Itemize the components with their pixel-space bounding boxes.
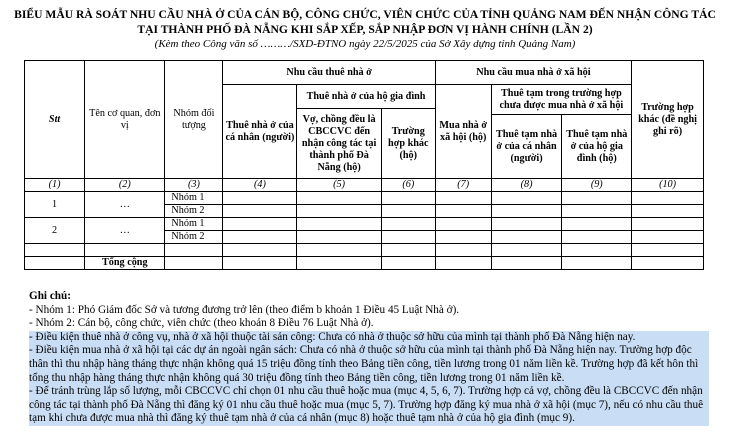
table-cell[interactable] <box>297 231 381 244</box>
table-cell[interactable] <box>223 192 297 205</box>
table-cell[interactable] <box>491 244 562 257</box>
table-cell <box>223 257 297 270</box>
column-number: (2) <box>85 179 165 192</box>
header-rent-needs: Nhu cầu thuê nhà ở <box>223 61 435 85</box>
header-temp-rent: Thuê tạm trong trường hợp chưa được mua nhà ở xã hội <box>491 85 631 115</box>
row-group: Nhóm 2 <box>165 231 223 244</box>
column-number: (7) <box>435 179 491 192</box>
table-cell[interactable] <box>435 244 491 257</box>
column-number: (6) <box>381 179 435 192</box>
header-temp-individual: Thuê tạm nhà ở của cá nhân (người) <box>491 115 562 179</box>
table-cell <box>562 257 632 270</box>
column-number: (3) <box>165 179 223 192</box>
table-cell <box>491 257 562 270</box>
header-buy-needs: Nhu cầu mua nhà ở xã hội <box>435 61 631 85</box>
column-number-row <box>25 179 704 192</box>
header-temp-household: Thuê tạm nhà ở của hộ gia đình (hộ) <box>562 115 632 179</box>
table-cell[interactable] <box>632 218 704 231</box>
table-cell[interactable] <box>435 231 491 244</box>
table-cell[interactable] <box>491 205 562 218</box>
table-cell[interactable] <box>223 218 297 231</box>
table-cell[interactable] <box>562 244 632 257</box>
note-item-highlighted: - Điều kiện mua nhà ở xã hội tại các dự án ngoài ngân sách: Chưa có nhà ở thuộc sở hữu của mình tại thành phố Đà Nẵng hiện nay. Trường hợp độc thân thì thu nhập hàng tháng thực nhận không quá 15 triệu đồng tính theo Bảng tiền công, tiền lương trong 01 năm liền kề. Trường hợp đã kết hôn thì tổng thu nhập hàng tháng thực nhận không quá 30 triệu đồng tính theo Bảng tiền công, tiền lương trong 01 năm liền kề. <box>29 344 709 385</box>
table-cell <box>381 257 435 270</box>
total-row <box>25 257 704 270</box>
notes-section <box>29 290 709 426</box>
column-number: (4) <box>223 179 297 192</box>
row-stt: 1 <box>25 192 85 218</box>
header-rent-individual: Thuê nhà ở của cá nhân (người) <box>223 85 297 179</box>
total-label: Tổng cộng <box>85 257 165 270</box>
row-agency[interactable]: … <box>85 218 165 244</box>
note-item: - Nhóm 1: Phó Giám đốc Sở và tương đương trở lên (theo điểm b khoản 1 Điều 45 Luật Nhà ở). <box>29 303 460 316</box>
header-group: Nhóm đối tượng <box>165 61 223 179</box>
note-item-highlighted: - Điều kiện thuê nhà ở công vụ, nhà ở xã hội thuộc tài sản công: Chưa có nhà ở thuộc sở hữu của mình tại thành phố Đà Nẵng hiện nay. <box>29 331 709 345</box>
column-number: (8) <box>491 179 562 192</box>
table-cell <box>165 257 223 270</box>
table-cell[interactable] <box>381 244 435 257</box>
header-rent-couple: Vợ, chồng đều là CBCCVC đến nhận công tác tại thành phố Đà Nẵng (hộ) <box>297 109 381 179</box>
table-cell[interactable] <box>562 192 632 205</box>
column-number: (9) <box>562 179 632 192</box>
row-group: Nhóm 1 <box>165 218 223 231</box>
table-cell[interactable] <box>381 192 435 205</box>
header-rent-other: Trường hợp khác (hộ) <box>381 109 435 179</box>
column-number: (5) <box>297 179 381 192</box>
table-cell[interactable] <box>165 244 223 257</box>
table-cell[interactable] <box>562 218 632 231</box>
header-agency: Tên cơ quan, đơn vị <box>85 61 165 179</box>
table-cell[interactable] <box>297 218 381 231</box>
table-cell[interactable] <box>381 218 435 231</box>
document-title-line-2: TẠI THÀNH PHỐ ĐÀ NẴNG KHI SẮP XẾP, SẮP NHẬP ĐƠN VỊ HÀNH CHÍNH (LẦN 2) <box>137 23 593 36</box>
table-cell[interactable] <box>491 231 562 244</box>
table-cell[interactable] <box>25 244 85 257</box>
table-cell[interactable] <box>381 231 435 244</box>
table-row <box>25 218 704 231</box>
table-cell <box>632 257 704 270</box>
note-item: - Nhóm 2: Cán bộ, công chức, viên chức (theo khoản 8 Điều 76 Luật Nhà ở). <box>29 317 374 330</box>
table-row <box>25 192 704 205</box>
table-cell[interactable] <box>562 231 632 244</box>
header-buy-social: Mua nhà ở xã hội (hộ) <box>435 85 491 179</box>
table-cell[interactable] <box>632 205 704 218</box>
table-cell[interactable] <box>297 244 381 257</box>
table-cell[interactable] <box>223 244 297 257</box>
table-cell[interactable] <box>297 205 381 218</box>
table-cell <box>297 257 381 270</box>
table-row-empty <box>25 244 704 257</box>
row-agency[interactable]: … <box>85 192 165 218</box>
table-cell[interactable] <box>491 192 562 205</box>
row-stt: 2 <box>25 218 85 244</box>
header-rent-household: Thuê nhà ở của hộ gia đình <box>297 85 435 109</box>
table-cell <box>25 257 85 270</box>
table-cell[interactable] <box>435 218 491 231</box>
row-group: Nhóm 1 <box>165 192 223 205</box>
note-item-highlighted: - Để tránh trùng lắp số lượng, mỗi CBCCVC chỉ chọn 01 nhu cầu thuê hoặc mua (mục 4, 5, 6, 7). Trường hợp cả vợ, chồng đều là CBCCVC đến nhận công tác tại thành phố Đà Nẵng thì đăng ký 01 nhu cầu thuê hoặc mua (mục 5, 7). Trường hợp đăng ký mua nhà ở xã hội (mục 7), nếu có nhu cầu thuê tạm khi chưa được mua nhà thì đăng ký thuê tạm nhà ở của cá nhân (mục 8) hoặc thuê tạm nhà ở của hộ gia đình (mục 9). <box>29 385 709 426</box>
table-cell[interactable] <box>297 192 381 205</box>
survey-table <box>24 60 704 270</box>
table-cell[interactable] <box>435 192 491 205</box>
table-cell[interactable] <box>491 218 562 231</box>
row-group: Nhóm 2 <box>165 205 223 218</box>
notes-title: Ghi chú: <box>29 290 71 302</box>
table-cell[interactable] <box>562 205 632 218</box>
table-cell[interactable] <box>223 231 297 244</box>
table-cell[interactable] <box>223 205 297 218</box>
table-cell[interactable] <box>632 231 704 244</box>
table-cell[interactable] <box>85 244 165 257</box>
table-cell[interactable] <box>632 244 704 257</box>
column-number: (10) <box>632 179 704 192</box>
table-cell[interactable] <box>632 192 704 205</box>
document-title-line-1: BIỂU MẪU RÀ SOÁT NHU CẦU NHÀ Ở CỦA CÁN BỘ, CÔNG CHỨC, VIÊN CHỨC CỦA TỈNH QUẢNG NAM ĐẾN NHẬN CÔNG TÁC <box>14 8 716 21</box>
table-cell <box>435 257 491 270</box>
table-cell[interactable] <box>435 205 491 218</box>
header-stt: Stt <box>25 61 85 179</box>
document-subtitle: (Kèm theo Công văn số ………/SXD-ĐTNO ngày 22/5/2025 của Sở Xây dựng tỉnh Quảng Nam) <box>154 38 576 50</box>
column-number: (1) <box>25 179 85 192</box>
table-cell[interactable] <box>381 205 435 218</box>
header-other-cases: Trường hợp khác (đề nghị ghi rõ) <box>632 61 704 179</box>
